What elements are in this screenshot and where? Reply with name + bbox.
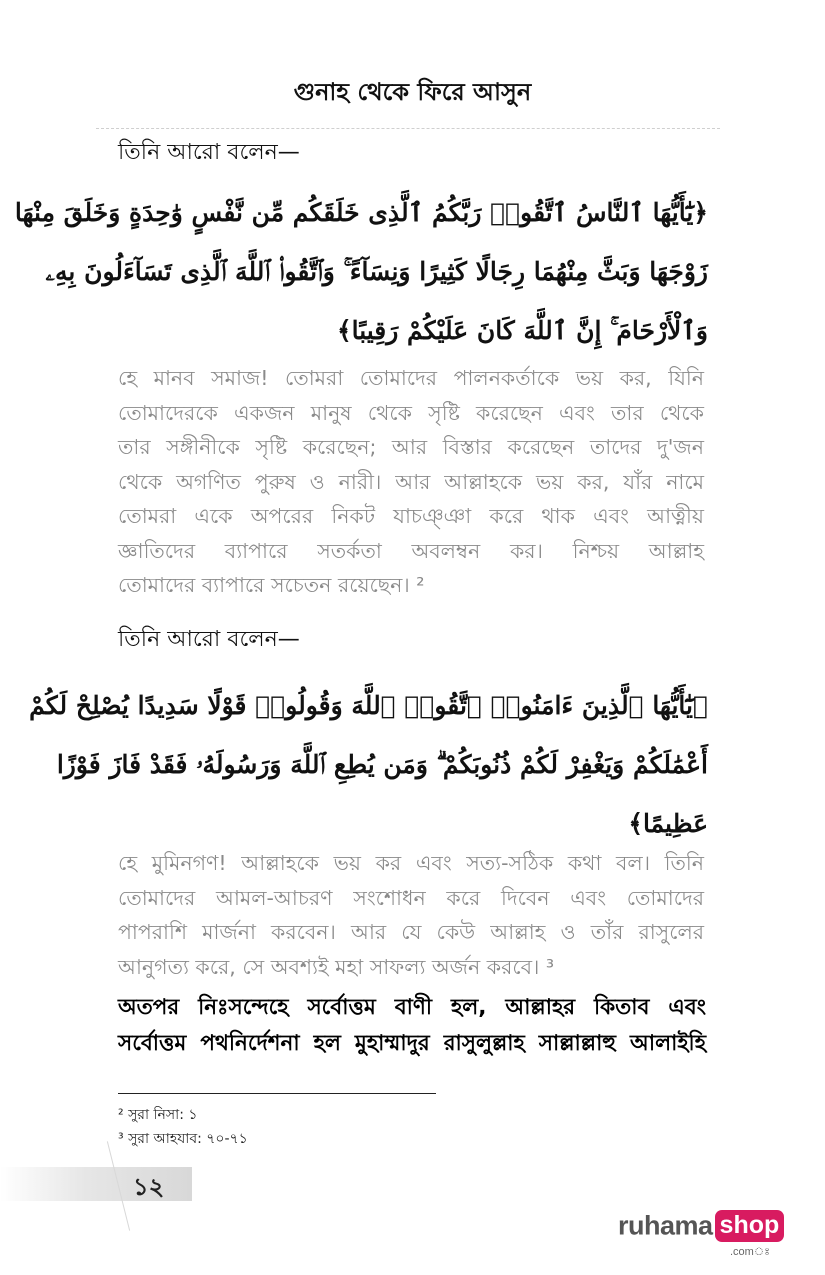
conclusion-line: অতপর নিঃসন্দেহে সর্বোত্তম বাণী হল, আল্লাহর কিতাব এবং — [118, 995, 706, 1020]
page-number: ১২ — [133, 1173, 165, 1201]
arabic-line: عَظِيمًا﴾ — [628, 809, 708, 838]
section2-intro: তিনি আরো বলেন— — [118, 627, 300, 652]
footnote-2: ² সুরা নিসা: ১ — [118, 1107, 198, 1123]
translation-line: পাপরাশি মার্জনা করবেন। আর যে কেউ আল্লাহ ও তাঁর রাসুলের — [118, 920, 704, 944]
arabic-line: زَوْجَهَا وَبَثَّ مِنْهُمَا رِجَالًا كَثِيرًا وَنِسَآءً ۚ وَٱتَّقُوا۟ ٱللَّهَ ٱلَّذِى تَسَآءَلُونَ بِهِۦ — [45, 257, 708, 286]
translation-line: হে মুমিনগণ! আল্লাহকে ভয় কর এবং সত্য-সঠিক কথা বল। তিনি — [118, 851, 704, 875]
translation-line: তোমরা একে অপরের নিকট যাচঞ্ঞা করে থাক এবং আত্নীয় — [118, 504, 704, 528]
section1-intro: তিনি আরো বলেন— — [118, 140, 300, 165]
arabic-line: ﴿يَٰٓأَيُّهَا ٱلَّذِينَ ءَامَنُوا۟ ٱتَّقُوا۟ ٱللَّهَ وَقُولُوا۟ قَوْلًا سَدِيدًا يُصْلِحْ لَكُمْ — [29, 691, 708, 720]
footnote-divider — [118, 1093, 436, 1094]
section1-arabic-verse — [14, 183, 708, 360]
translation-line: আনুগত্য করে, সে অবশ্যই মহা সাফল্য অর্জন করবে। ³ — [118, 954, 555, 979]
section1-translation — [118, 361, 704, 603]
translation-line: তোমাদের আমল-আচরণ সংশোধন করে দিবেন এবং তোমাদের — [118, 885, 704, 910]
logo-text-ruhama: ruhama — [618, 1210, 713, 1241]
arabic-line: وَٱلْأَرْحَامَ ۚ إِنَّ ٱللَّهَ كَانَ عَلَيْكُمْ رَقِيبًا﴾ — [336, 316, 708, 345]
arabic-line: أَعْمَٰلَكُمْ وَيَغْفِرْ لَكُمْ ذُنُوبَكُمْ ۗ وَمَن يُطِعِ ٱللَّهَ وَرَسُولَهُۥ فَقَدْ فَازَ فَوْزًا — [56, 750, 708, 779]
translation-line: তোমাদেরকে একজন মানুষ থেকে সৃষ্টি করেছেন এবং তার থেকে — [118, 400, 704, 425]
translation-line: তোমাদের ব্যাপারে সচেতন রয়েছেন। ² — [118, 573, 425, 597]
translation-line: থেকে অগণিত পুরুষ ও নারী। আর আল্লাহকে ভয় কর, যাঁর নামে — [118, 469, 704, 494]
section2-arabic-verse — [29, 676, 708, 853]
logo-text-suffix: .comঃ — [730, 1246, 771, 1258]
translation-line: তার সঙ্গীনীকে সৃষ্টি করেছেন; আর বিস্তার করেছেন তাদের দু'জন — [118, 435, 704, 459]
logo-text-shop: shop — [715, 1210, 785, 1242]
conclusion-line: সর্বোত্তম পথনির্দেশনা হল মুহাম্মাদুর রাসুলুল্লাহ সাল্লাল্লাহু আলাইহি — [118, 1031, 706, 1056]
running-header-title: গুনাহ থেকে ফিরে আসুন — [293, 78, 532, 106]
arabic-line: ﴿يَٰٓأَيُّهَا ٱلنَّاسُ ٱتَّقُوا۟ رَبَّكُمُ ٱلَّذِى خَلَقَكُم مِّن نَّفْسٍ وَٰحِدَةٍ وَخَلَقَ مِنْهَا — [14, 198, 708, 227]
conclusion-paragraph — [118, 990, 706, 1062]
translation-line: হে মানব সমাজ! তোমরা তোমাদের পালনকর্তাকে ভয় কর, যিনি — [118, 366, 704, 390]
ruhamashop-logo — [618, 1210, 784, 1258]
header-divider — [96, 128, 720, 129]
footnote-3: ³ সুরা আহযাব: ৭০-৭১ — [118, 1131, 248, 1147]
translation-line: জ্ঞাতিদের ব্যাপারে সতর্কতা অবলম্বন কর। নিশ্চয় আল্লাহ — [118, 538, 704, 563]
section2-translation — [118, 846, 704, 984]
